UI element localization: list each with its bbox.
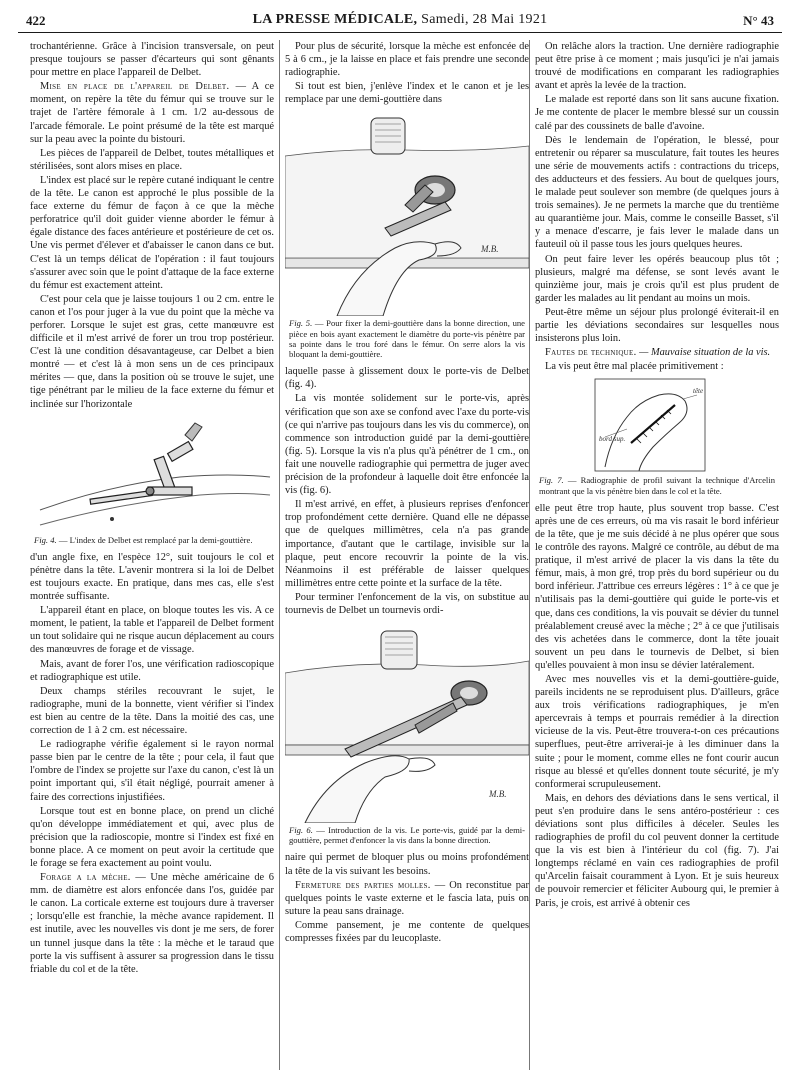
figure-5 <box>285 110 529 359</box>
paragraph <box>285 879 529 918</box>
paragraph: Mais, en dehors des déviations dans le sens vertical, il peut s'en produire dans le sens antéro-postérieur : ces déviations sont plus difficiles à déceler. Seules les radiographies de profil du col peuvent donner la certitude que la vis est bien à l'intérieur du col (fig. 7). J'ai longtemps réclamé en vain ces radiographies de profil qu'Arcelin faisait couramment à Lyon. Et je suis heureux de pouvoir remercier et féliciter Aubourg qui, le premier à Paris, je crois, est arrivé à obtenir ces <box>535 792 779 909</box>
paragraph: Lorsque tout est en bonne place, on prend un cliché qu'on développe immédiatement et qui, avec plus de précision que la radioscopie, montre si l'index est fixé en bonne place. A ce moment on peut avoir la certitude que le forage se fera exactement au point voulu. <box>30 805 274 869</box>
paragraph: La vis peut être mal placée primitivement : <box>545 361 724 373</box>
paragraph: laquelle passe à glissement doux le porte-vis de Delbet (fig. 4). <box>285 366 529 391</box>
section-subheading: — Mauvaise situation de la vis. <box>639 347 771 359</box>
figure-6-caption-text: — Introduction de la vis. Le porte-vis, guidé par la demi-gouttière, permet d'enfoncer la vis dans la bonne direction. <box>289 825 526 846</box>
paragraph: On relâche alors la traction. Une dernière radiographie peut être prise à ce moment ; mais jusqu'ici je n'ai jamais trouvé de modifications en comparant les radiographies avant et après la levée de la traction. <box>535 41 779 92</box>
figure-4-caption-text: — L'index de Delbet est remplacé par la demi-gouttière. <box>58 534 253 545</box>
section-heading: Fermeture des parties molles. <box>295 879 431 891</box>
figure-7-illustration <box>535 377 779 473</box>
issue-number: N° 43 <box>743 13 774 28</box>
paragraph: Peut-être même un séjour plus prolongé éviterait-il en partie les déviations secondaires sur lesquelles nous insisterons plus loin. <box>535 306 779 345</box>
figure-6-signature: M.B. <box>489 789 507 800</box>
paragraph: Mais, avant de forer l'os, une vérification radioscopique et radiographique est utile. <box>30 658 274 683</box>
page-header <box>18 10 782 33</box>
figure-4-caption <box>34 535 270 545</box>
column-1 <box>30 40 274 1076</box>
journal-title <box>18 12 782 28</box>
figure-5-caption <box>289 318 525 359</box>
figure-7 <box>535 377 779 495</box>
paragraph: La vis montée solidement sur le porte-vis, après vérification que son axe se confond avec l'axe du porte-vis (ce qui n'arrive pas toujours dans les vis du commerce), on commence son introduction guidé par la demi-gouttière (fig. 5). Lorsque la vis n'a plus qu'à pénétrer de 1 cm., on fait une nouvelle radiographie qui permettra de juger avec précision de la profondeur à laquelle doit être enfoncée la vis (fig. 6). <box>285 393 529 497</box>
paragraph: Pour terminer l'enfoncement de la vis, on substitue au tournevis de Delbet un tournevis ordi- <box>285 591 529 616</box>
figure-6 <box>285 621 529 845</box>
paragraph <box>30 871 274 976</box>
paragraph: Si tout est bien, j'enlève l'index et le canon et je les remplace par une demi-gouttière dans <box>285 81 529 106</box>
paragraph: L'appareil étant en place, on bloque toutes les vis. A ce moment, le patient, la table et l'appareil de Delbet forment un tout solidaire qui ne risque aucun déplacement au cours des manœuvres de forage et de vissage. <box>30 605 274 656</box>
figure-7-caption-text: — Radiographie de profil suivant la technique d'Arcelin montrant que la vis pénètre bien dans le col et la tête. <box>539 475 775 496</box>
paragraph: Comme pansement, je me contente de quelques compresses fixées par du leucoplaste. <box>285 919 529 945</box>
figure-5-signature: M.B. <box>481 244 499 255</box>
paragraph: Les pièces de l'appareil de Delbet, toutes métalliques et stérilisées, sont alors mises en place. <box>30 147 274 172</box>
figure-4-illustration <box>30 415 274 533</box>
paragraph: Avec mes nouvelles vis et la demi-gouttière-guide, pareils incidents ne se reproduisent plus. D'ailleurs, grâce aux trois vérifications radiographiques, je m'en apercevrais à temps et pourrais remédier à la direction vicieuse de la vis. Peut-être trouvera-t-on ces précautions superflues, peut-être arriverai-je à les diminuer dans la suite ; pour le moment, comme elles ne font courir aucun risque au blessé et qu'elles donnent toute sécurité, je m'y conformerai scrupuleusement. <box>535 673 779 790</box>
paragraph: Le radiographe vérifie également si le rayon normal passe bien par le centre de la tête ; pour cela, il faut que l'ombre de l'index se projette sur l'axe du canon, c'est là un point important qui, s'il était négligé, pourrait amener à faire des corrections injustifiées. <box>30 739 274 803</box>
journal-name: LA PRESSE MÉDICALE, <box>252 12 418 27</box>
figure-4-label: Fig. 4. <box>34 534 57 545</box>
paragraph: Il m'est arrivé, en effet, à plusieurs reprises d'enfoncer trop profondément cette dernière. Quand elle ne dépasse que de quelques millimètres, cela n'a pas grande importance, d'autant que le cartilage, invisible sur la plaque, peut encore recouvrir la pointe de la vis. Néanmoins il est préférable de laisser quelques millimètres entre cette pointe et la surface de la tête. <box>285 499 529 589</box>
figure-7-caption <box>539 475 775 495</box>
figure-6-illustration <box>285 621 529 823</box>
figure-7-label-right: tête <box>693 387 704 396</box>
section-heading: Mise en place de l'appareil de Delbet. <box>40 81 230 93</box>
paragraph: elle peut être trop haute, plus souvent trop basse. C'est après une de ces erreurs, où ma vis rasait le bord inférieur de la tête, que je me suis décidé à ne plus opérer que sous le contrôle des rayons. Malgré ce contrôle, au début de ma pratique, il m'est arrivé de placer la vis dans la tête du fémur, mais, à mon gré, trop près du bord supérieur ou du bord inférieur. J'attribue ces erreurs légères : 1° à ce que je n'utilisais pas la demi-gouttière qui guide le porte-vis et que, dans ces conditions, la vis pouvait se dévier du tunnel préalablement creusé avec la mèche ; 2° à ce que j'utilisais des vis achetées dans le commerce, dont la tête jouait souvent un peu dans le tournevis de Delbet, si bien qu'elles pouvaient à mon insu se dévier latéralement. <box>535 502 779 671</box>
figure-5-label: Fig. 5. <box>289 318 313 329</box>
paragraph: Pour plus de sécurité, lorsque la mèche est enfoncée de 5 à 6 cm., je la laisse en place et fais prendre une seconde radiographie. <box>285 41 529 79</box>
column-rule-1 <box>279 40 280 1070</box>
paragraph-text: — A ce moment, on repère la tête du fémur qui se trouve sur le trajet de l'artère fémorale à 1 cm. 1/2 au-dessous de l'arcade fémorale. Le point présumé de la tête est marqué sur la peau avec la pointe du bistouri. <box>30 81 274 145</box>
section-heading: Fautes de technique. <box>545 347 637 359</box>
paragraph: Le malade est reporté dans son lit sans aucune fixation. Je me contente de placer le membre blessé sur un coussin calé par des coussinets de balle d'avoine. <box>535 94 779 132</box>
paragraph <box>30 80 274 145</box>
paragraph: Deux champs stériles recouvrant le sujet, le radiographe, muni de la bonnette, vient vérifier si l'index est bien au centre de la tête. Dans la moitié des cas, une correction de 1 à 2 cm. est nécessaire. <box>30 685 274 737</box>
column-3 <box>535 40 779 1076</box>
figure-5-caption-text: — Pour fixer la demi-gouttière dans la bonne direction, une pièce en bois ayant exactement le diamètre du porte-vis pénètre par sa pointe dans le trou foré dans le fémur. On serre alors la vis bloquant la demi-gouttière. <box>289 318 525 360</box>
paragraph: d'un angle fixe, en l'espèce 12°, suit toujours le col et pénètre dans la tête. L'avenir montrera si la loi de Delbet est toujours exacte. En pratique, dans mes cas, elle s'est montrée suffisante. <box>30 551 274 603</box>
paragraph: Dès le lendemain de l'opération, le blessé, pour entretenir ou réparer sa musculature, fait toutes les heures une série de mouvements actifs : contractions du triceps, des adducteurs et des fessiers. Au bout de quelques jours, le malade peut soulever son membre (de quelques jours à trois semaines). Je ne permets la marche que du trentième au quarantième jour. Mais, comme le conseille Basset, s'il y a menace d'escarre, je fais lever le malade dans un fauteuil où il passe tous les jours quelques heures. <box>535 134 779 251</box>
figure-4 <box>30 415 274 545</box>
paragraph-text: — Une mèche américaine de 6 mm. de diamètre est alors enfoncée dans l'os, guidée par le canon. La corticale externe est toujours dure à traverser ; lorsqu'elle est franchie, la mèche avance rapidement. Il est inutile, avec les nouvelles vis dont je me sers, de forer un tunnel jusque dans la tête : la mèche et le taraud que porte la vis suffisent à assurer sa progression dans le tissu friable du col et de la tête. <box>30 872 274 975</box>
paragraph: L'index est placé sur le repère cutané indiquant le centre de la tête. Le canon est approché le plus possible de la face externe du fémur de façon à ce que la mèche perforatrice qu'il doit guider vienne aborder le fémur à égale distance des faces antérieure et postérieure de cet os. Une vis permet d'élever et d'abaisser le canon dans ce but. C'est là un temps délicat de l'opération : il faut toujours s'assurer avec soin que le point d'attaque de la face externe du fémur est exactement atteint. <box>30 174 274 291</box>
paragraph: On peut faire lever les opérés beaucoup plus tôt ; plusieurs, malgré ma défense, se sont levés avant le quinzième jour, mais je crois qu'il est plus prudent de garder les malades au lit pendant au moins un mois. <box>535 253 779 304</box>
column-rule-2 <box>529 40 530 1070</box>
page-number: 422 <box>26 13 46 28</box>
section-heading: Forage a la mèche. <box>40 872 131 884</box>
paragraph: C'est pour cela que je laisse toujours 1 ou 2 cm. entre le canon et l'os pour juger à la vue du point que la mèche va perforer. Lorsque le sujet est gras, cette manœuvre est difficile et il m'est arrivé de forer un trou trop postérieur. C'est là une condition désavantageuse, car Delbet a bien montré — et c'est là à mon sens un de ces principaux mérites — que, dans la position où se trouve le sujet, une tige pénétrant par le milieu de la face externe du fémur et inclinée sur l'horizontale <box>30 293 274 410</box>
figure-6-label: Fig. 6. <box>289 825 313 836</box>
figure-5-illustration <box>285 110 529 316</box>
paragraph: naire qui permet de bloquer plus ou moins profondément la tête de la vis suivant les besoins. <box>285 852 529 877</box>
figure-7-label-left: bord sup. <box>599 435 626 444</box>
figure-7-label: Fig. 7. <box>539 475 564 486</box>
figure-6-caption <box>289 825 525 845</box>
paragraph <box>535 346 779 359</box>
column-2 <box>285 40 529 1076</box>
paragraph: trochantérienne. Grâce à l'incision transversale, on peut presque toujours se passer d'écarteurs qui sont gênants pour mettre en place l'appareil de Delbet. <box>30 41 274 79</box>
issue-date: Samedi, 28 Mai 1921 <box>421 12 548 27</box>
paragraph-text: — On reconstitue par quelques points le vaste externe et le fascia lata, puis on suture la peau sans drainage. <box>285 879 529 917</box>
